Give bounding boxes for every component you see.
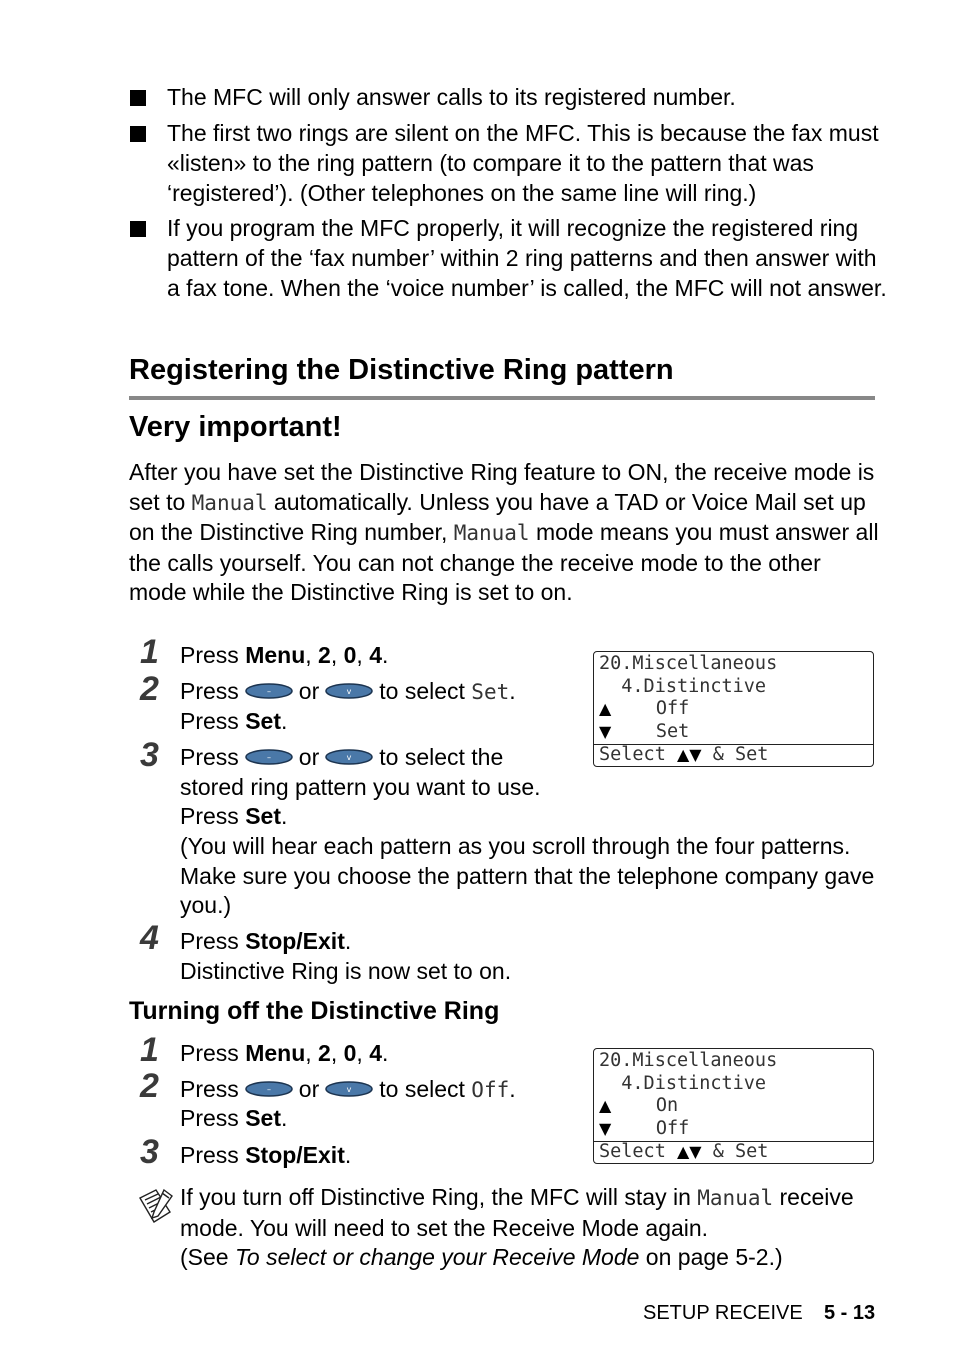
up-arrow-icon: ▲ — [599, 1096, 612, 1115]
svg-text:–: – — [266, 1084, 271, 1094]
mode-value: Manual — [697, 1186, 774, 1210]
option-value: Off — [471, 1078, 510, 1102]
off-step-1-text: Press Menu, 2, 0, 4. — [180, 1040, 389, 1066]
off-step-2-text: Press – or v to select Off. — [180, 1076, 516, 1102]
lcd-line: 20.Miscellaneous — [599, 1050, 778, 1071]
step-number: 1 — [140, 1031, 159, 1069]
svg-text:–: – — [266, 686, 271, 696]
lcd-line: ▼ Off — [599, 1118, 690, 1139]
lcd-display — [593, 1048, 874, 1164]
step-1-text: Press Menu, 2, 0, 4. — [180, 642, 389, 668]
note-pencil-icon — [134, 1186, 176, 1228]
svg-text:–: – — [266, 752, 271, 762]
bullet-square — [130, 126, 146, 142]
step-4-note: Distinctive Ring is now set to on. — [180, 958, 512, 984]
step-3-line2: stored ring pattern you want to use. — [180, 774, 541, 800]
step-3-text: Press – or v to select the — [180, 744, 504, 770]
step-number: 3 — [140, 1133, 159, 1171]
down-arrow-icon: ▼ — [599, 1119, 612, 1138]
navigate-up-button-icon — [325, 682, 373, 700]
step-2-press-set: Press Set. — [180, 708, 288, 734]
step-2-text: Press – or v to select Set. — [180, 678, 516, 704]
navigate-up-button-icon — [325, 748, 373, 766]
lcd-line: ▲ Off — [599, 698, 690, 719]
svg-text:v: v — [346, 1084, 352, 1094]
svg-text:v: v — [346, 686, 352, 696]
up-down-arrows-icon: ▲▼ — [676, 1142, 702, 1161]
step-number: 2 — [140, 670, 159, 708]
lcd-footer: Select ▲▼ & Set — [599, 744, 769, 765]
option-value: Set — [471, 680, 510, 704]
navigate-up-button-icon — [325, 1080, 373, 1098]
navigate-down-button-icon — [245, 748, 293, 766]
lcd-line: 20.Miscellaneous — [599, 653, 778, 674]
lcd-line: 4.Distinctive — [599, 676, 767, 697]
section-title: Registering the Distinctive Ring pattern — [129, 354, 674, 386]
step-number: 3 — [140, 736, 159, 774]
step-3-press-set: Press Set. — [180, 803, 288, 829]
bullet-square — [130, 90, 146, 106]
step-number: 4 — [140, 919, 159, 957]
turnoff-heading: Turning off the Distinctive Ring — [129, 997, 500, 1025]
step-3-note: (You will hear each pattern as you scroll through the four patterns. Make sure you choose the pattern that the telephone company gave you.) — [180, 833, 875, 919]
down-arrow-icon: ▼ — [599, 722, 612, 741]
lcd-line: ▲ On — [599, 1095, 679, 1116]
step-4-text: Press Stop/Exit. — [180, 928, 352, 954]
svg-text:v: v — [346, 752, 352, 762]
footer-section-label: SETUP RECEIVE — [643, 1302, 803, 1324]
mode-value: Manual — [453, 521, 530, 546]
off-step-3-text: Press Stop/Exit. — [180, 1142, 352, 1168]
off-step-2-press-set: Press Set. — [180, 1105, 288, 1131]
section-rule — [129, 396, 875, 400]
mode-value: Manual — [191, 490, 268, 515]
cross-reference: To select or change your Receive Mode — [234, 1244, 640, 1271]
bullet-text: If you program the MFC properly, it will recognize the registered ring pattern of the ‘fax number’ within 2 ring patterns and then answer with a fax tone. When the ‘voice number’ is called, the MFC will not answer. — [167, 215, 887, 301]
footer-page-number: 5 - 13 — [824, 1302, 876, 1324]
navigate-down-button-icon — [245, 682, 293, 700]
note-text: If you turn off Distinctive Ring, the MFC will stay in Manual receive mode. You will need to set the Receive Mode again. (See To select or change your Receive Mode on page 5-2.) — [180, 1184, 854, 1271]
bullet-text: The MFC will only answer calls to its registered number. — [167, 84, 736, 110]
lcd-line: ▼ Set — [599, 721, 690, 742]
important-heading: Very important! — [129, 411, 342, 443]
bullet-text: The first two rings are silent on the MFC. This is because the fax must «listen» to the ring pattern (to compare it to the pattern that was ‘registered’). (Other telephones on the same line will ring.) — [167, 120, 879, 206]
lcd-display — [593, 651, 874, 767]
navigate-down-button-icon — [245, 1080, 293, 1098]
intro-paragraph: After you have set the Distinctive Ring feature to ON, the receive mode is set to Manual automatically. Unless you have a TAD or Voice Mail set up on the Distinctive Ring number, Manual mode means you must answer all the calls yourself. You can not change the receive mode to the other mode while the Distinctive Ring is set to on. — [129, 459, 879, 606]
lcd-footer: Select ▲▼ & Set — [599, 1141, 769, 1162]
up-down-arrows-icon: ▲▼ — [676, 745, 702, 764]
bullet-square — [130, 221, 146, 237]
lcd-line: 4.Distinctive — [599, 1073, 767, 1094]
step-number: 1 — [140, 633, 159, 671]
up-arrow-icon: ▲ — [599, 699, 612, 718]
step-number: 2 — [140, 1067, 159, 1105]
